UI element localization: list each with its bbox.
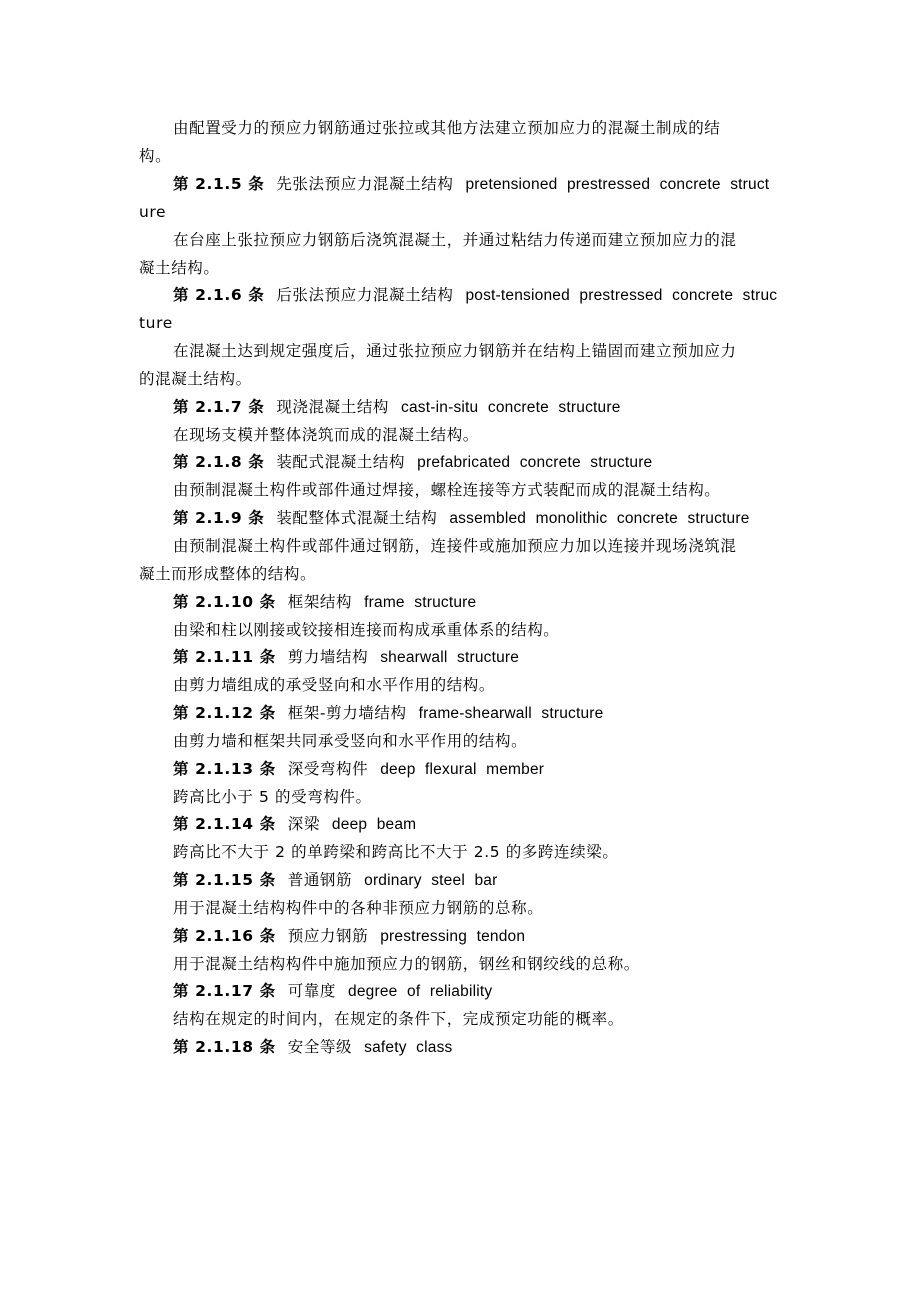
clause-heading <box>173 981 492 1002</box>
clause-term-en: cast-in-situ concrete structure <box>401 399 621 416</box>
clause-heading <box>173 870 497 891</box>
clause-number: 第 2.1.6 条 <box>173 286 265 304</box>
clause-heading <box>173 452 652 473</box>
clause-term-zh: 深梁 <box>287 815 320 833</box>
clause-heading <box>173 814 416 835</box>
body-text-line: 跨高比小于 5 的受弯构件。 <box>173 788 372 806</box>
clause-term-en: ordinary steel bar <box>364 872 498 889</box>
clause-term-en: prefabricated concrete structure <box>417 454 653 471</box>
clause-number: 第 2.1.18 条 <box>173 1038 276 1056</box>
clause-term-en: deep flexural member <box>380 761 545 778</box>
clause-number: 第 2.1.12 条 <box>173 704 276 722</box>
clause-number: 第 2.1.16 条 <box>173 927 276 945</box>
clause-term-en: frame structure <box>364 594 477 611</box>
clause-term-zh: 预应力钢筋 <box>287 927 369 945</box>
body-text-line: ture <box>139 314 173 332</box>
clause-number: 第 2.1.7 条 <box>173 398 265 416</box>
clause-number: 第 2.1.5 条 <box>173 175 265 193</box>
body-text-line: 跨高比不大于 2 的单跨梁和跨高比不大于 2.5 的多跨连续梁。 <box>173 843 619 861</box>
clause-term-zh: 深受弯构件 <box>287 760 369 778</box>
clause-number: 第 2.1.13 条 <box>173 760 276 778</box>
clause-number: 第 2.1.15 条 <box>173 871 276 889</box>
clause-number: 第 2.1.11 条 <box>173 648 276 666</box>
clause-term-zh: 装配式混凝土结构 <box>276 453 406 471</box>
clause-term-en: safety class <box>364 1039 453 1056</box>
clause-term-en: assembled monolithic concrete structure <box>449 510 750 527</box>
clause-term-en: post-tensioned prestressed concrete struc <box>465 287 778 304</box>
body-text-line: 用于混凝土结构构件中的各种非预应力钢筋的总称。 <box>173 899 544 917</box>
clause-term-zh: 安全等级 <box>287 1038 353 1056</box>
body-text-line: 在混凝土达到规定强度后，通过张拉预应力钢筋并在结构上锚固而建立预加应力 <box>173 342 737 360</box>
clause-term-en: frame-shearwall structure <box>418 705 604 722</box>
body-text-line: 由配置受力的预应力钢筋通过张拉或其他方法建立预加应力的混凝土制成的结 <box>173 119 721 137</box>
body-text-line: 由剪力墙组成的承受竖向和水平作用的结构。 <box>173 676 496 694</box>
clause-heading <box>173 397 621 418</box>
clause-heading <box>173 926 525 947</box>
clause-term-en: shearwall structure <box>380 649 520 666</box>
body-text-line: 的混凝土结构。 <box>139 370 252 388</box>
clause-number: 第 2.1.8 条 <box>173 453 265 471</box>
clause-heading <box>173 592 476 613</box>
clause-term-en: prestressing tendon <box>380 928 526 945</box>
body-text-line: 由预制混凝土构件或部件通过焊接，螺栓连接等方式装配而成的混凝土结构。 <box>173 481 721 499</box>
body-text-line: 用于混凝土结构构件中施加预应力的钢筋，钢丝和钢绞线的总称。 <box>173 955 640 973</box>
clause-heading <box>173 508 750 529</box>
clause-term-en: degree of reliability <box>348 983 493 1000</box>
body-text-line: ure <box>139 203 167 221</box>
clause-heading <box>173 285 777 306</box>
body-text-line: 由预制混凝土构件或部件通过钢筋，连接件或施加预应力加以连接并现场浇筑混 <box>173 537 737 555</box>
clause-term-en: pretensioned prestressed concrete struct <box>465 176 770 193</box>
clause-number: 第 2.1.10 条 <box>173 593 276 611</box>
body-text-line: 由梁和柱以刚接或铰接相连接而构成承重体系的结构。 <box>173 621 560 639</box>
clause-term-zh: 现浇混凝土结构 <box>276 398 390 416</box>
clause-heading <box>173 759 544 780</box>
clause-term-zh: 框架结构 <box>287 593 353 611</box>
body-text-line: 结构在规定的时间内，在规定的条件下，完成预定功能的概率。 <box>173 1010 624 1028</box>
body-text-line: 由剪力墙和框架共同承受竖向和水平作用的结构。 <box>173 732 528 750</box>
clause-number: 第 2.1.9 条 <box>173 509 265 527</box>
clause-term-zh: 装配整体式混凝土结构 <box>276 509 438 527</box>
body-text-line: 凝土而形成整体的结构。 <box>139 565 317 583</box>
body-text-line: 凝土结构。 <box>139 259 220 277</box>
body-text-line: 在现场支模并整体浇筑而成的混凝土结构。 <box>173 426 479 444</box>
body-text-line: 构。 <box>139 147 172 165</box>
clause-heading <box>173 1037 453 1058</box>
clause-heading <box>173 703 603 724</box>
clause-term-zh: 可靠度 <box>287 982 337 1000</box>
clause-term-zh: 后张法预应力混凝土结构 <box>276 286 454 304</box>
clause-number: 第 2.1.14 条 <box>173 815 276 833</box>
clause-term-zh: 普通钢筋 <box>287 871 353 889</box>
body-text-line: 在台座上张拉预应力钢筋后浇筑混凝土，并通过粘结力传递而建立预加应力的混 <box>173 231 737 249</box>
clause-heading <box>173 174 769 195</box>
clause-number: 第 2.1.17 条 <box>173 982 276 1000</box>
clause-term-zh: 先张法预应力混凝土结构 <box>276 175 454 193</box>
clause-term-en: deep beam <box>331 816 417 833</box>
clause-heading <box>173 647 519 668</box>
clause-term-zh: 框架-剪力墙结构 <box>287 704 407 722</box>
clause-term-zh: 剪力墙结构 <box>287 648 369 666</box>
